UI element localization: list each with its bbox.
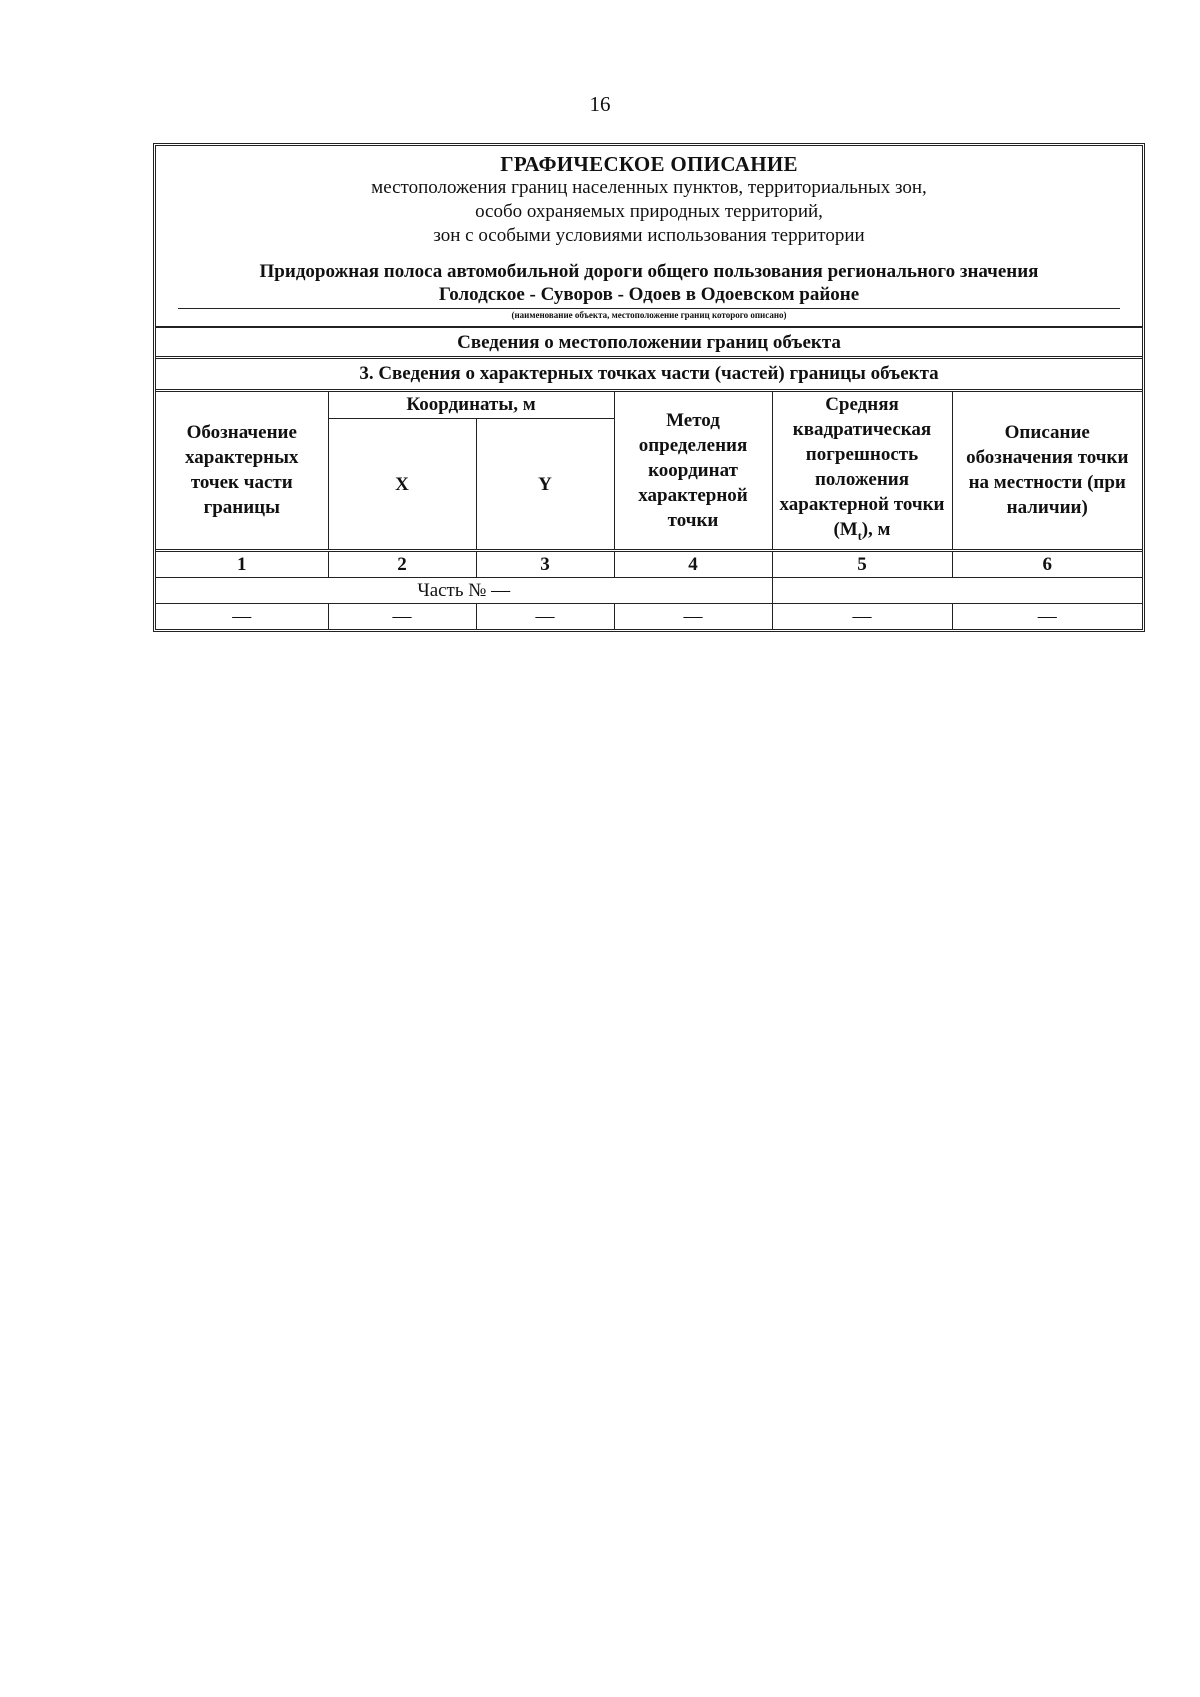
header-y: Y <box>476 419 614 550</box>
table-row <box>156 603 1142 629</box>
form-subtitle-line-3: зон с особыми условиями использования территории <box>433 225 865 246</box>
form-header <box>156 146 1142 328</box>
table-cell: — <box>952 603 1142 629</box>
form-subtitle-line-1: местоположения границ населенных пунктов, территориальных зон, <box>371 177 927 198</box>
object-name-line-1: Придорожная полоса автомобильной дороги общего пользования регионального значения <box>259 261 1039 282</box>
section-title: Сведения о местоположении границ объекта <box>156 328 1142 359</box>
table-cell: — <box>772 603 952 629</box>
form-title: ГРАФИЧЕСКОЕ ОПИСАНИЕ <box>500 152 798 176</box>
header-coordinates: Координаты, м <box>328 392 614 419</box>
column-number: 2 <box>328 550 476 577</box>
characteristic-points-table <box>156 392 1142 629</box>
graphic-description-form <box>153 143 1145 632</box>
table-cell: — <box>328 603 476 629</box>
subsection-title: 3. Сведения о характерных точках части (частей) границы объекта <box>156 359 1142 392</box>
column-number: 6 <box>952 550 1142 577</box>
page-number: 16 <box>589 92 611 116</box>
part-label: Часть № — <box>156 577 772 603</box>
header-point-description: Описание обозначения точки на местности (при наличии) <box>952 392 1142 550</box>
column-number: 1 <box>156 550 328 577</box>
header-x: X <box>328 419 476 550</box>
table-cell: — <box>614 603 772 629</box>
column-number: 4 <box>614 550 772 577</box>
column-number-row <box>156 550 1142 577</box>
table-cell: — <box>476 603 614 629</box>
header-point-designation: Обозначение характерных точек части границы <box>156 392 328 550</box>
part-row <box>156 577 1142 603</box>
column-number: 5 <box>772 550 952 577</box>
object-name-line-2: Голодское - Суворов - Одоев в Одоевском районе <box>438 284 860 305</box>
column-number: 3 <box>476 550 614 577</box>
header-mean-error-tail: ), м <box>861 519 891 540</box>
header-mean-error-subscript: t <box>857 528 862 543</box>
object-name-caption: (наименование объекта, местоположение границ которого описано) <box>178 308 1120 320</box>
table-cell: — <box>156 603 328 629</box>
header-method: Метод определения координат характерной точки <box>614 392 772 550</box>
header-mean-error <box>772 392 952 550</box>
part-row-empty <box>772 577 1142 603</box>
form-subtitle-line-2: особо охраняемых природных территорий, <box>475 201 823 222</box>
header-mean-error-text: Средняя квадратическая погрешность положения характерной точки (M <box>779 394 945 540</box>
